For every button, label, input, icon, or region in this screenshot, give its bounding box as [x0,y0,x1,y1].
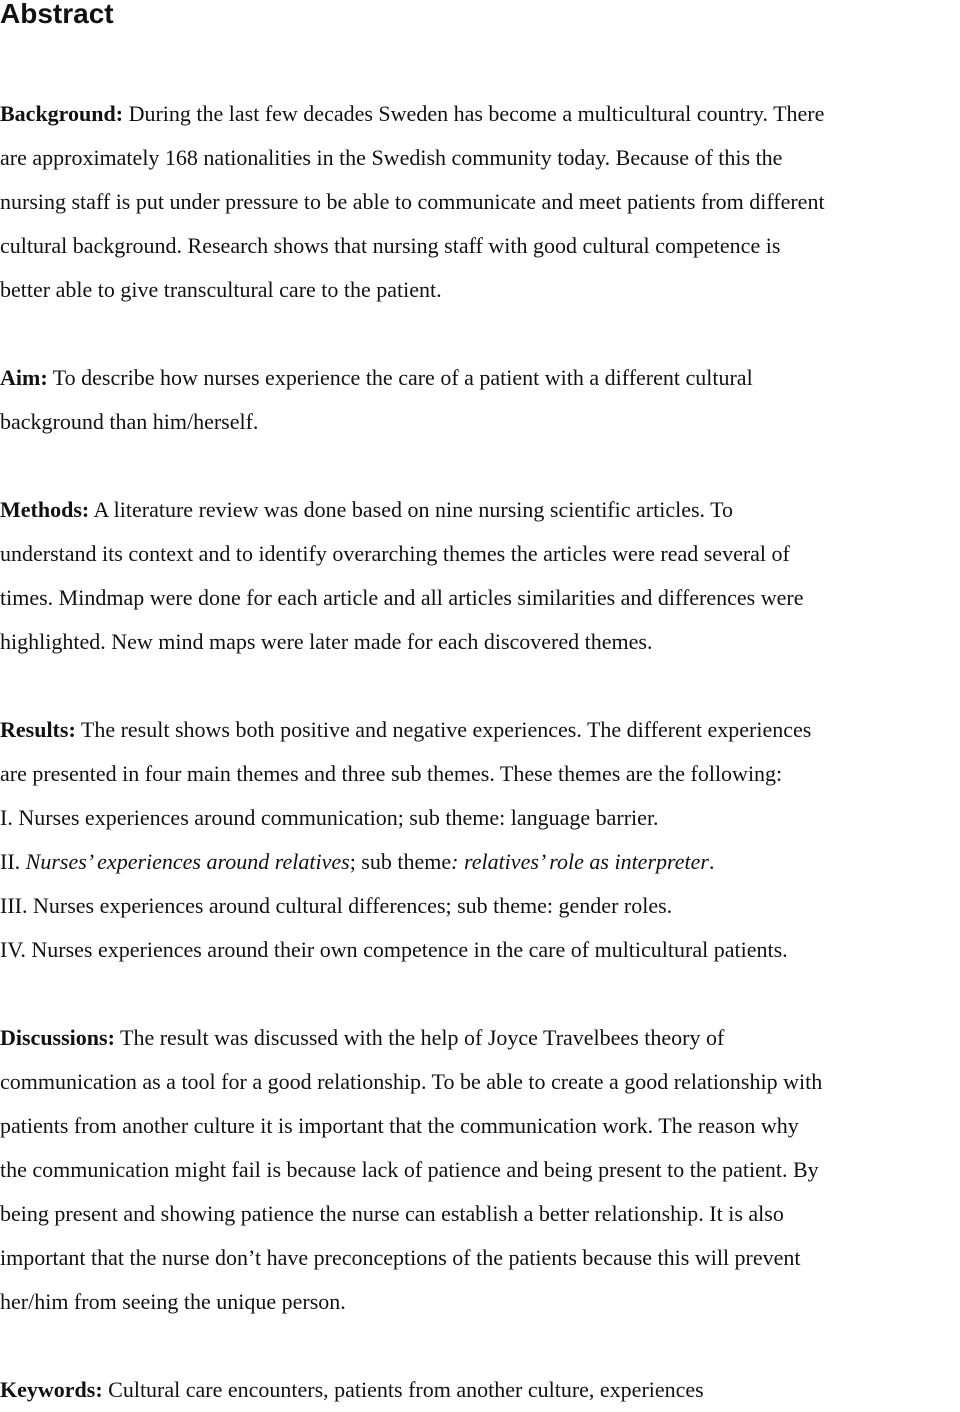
paragraph-line: communication as a tool for a good relationship. To be able to create a good relationship with [0,1069,823,1094]
paragraph-line: being present and showing patience the nurse can establish a better relationship. It is also [0,1201,784,1226]
discussions-paragraph [0,1016,960,1324]
paragraph-line [0,1016,960,1060]
discussions-text: The result was discussed with the help of Joyce Travelbees theory of [114,1025,725,1050]
paragraph-line: her/him from seeing the unique person. [0,1289,346,1314]
aim-label: Aim: [0,365,48,390]
paragraph-line: cultural background. Research shows that nursing staff with good cultural competence is [0,233,781,258]
keywords-label: Keywords: [0,1377,103,1402]
methods-text: A literature review was done based on nine nursing scientific articles. To [89,497,734,522]
theme-item-4: IV. Nurses experiences around their own competence in the care of multicultural patients. [0,937,788,962]
paragraph-line: are presented in four main themes and three sub themes. These themes are the following: [0,761,783,786]
paragraph-line: patients from another culture it is important that the communication work. The reason why [0,1113,799,1138]
methods-paragraph [0,488,960,664]
paragraph-line: times. Mindmap were done for each article and all articles similarities and differences were [0,585,804,610]
paragraph-line [0,356,960,400]
paragraph-line: the communication might fail is because lack of patience and being present to the patient. By [0,1157,819,1182]
aim-paragraph [0,356,960,444]
aim-text: To describe how nurses experience the care of a patient with a different cultural [47,365,753,390]
methods-label: Methods: [0,497,90,522]
theme-2-end: . [708,849,715,874]
background-paragraph [0,92,960,312]
background-label: Background: [0,101,124,126]
paragraph-line: nursing staff is put under pressure to be able to communicate and meet patients from different [0,189,825,214]
results-text: The result shows both positive and negative experiences. The different experiences [75,717,812,742]
paragraph-line: background than him/herself. [0,409,259,434]
paragraph-line [0,708,960,752]
abstract-heading: Abstract [0,0,114,29]
keywords-text: Cultural care encounters, patients from another culture, experiences [102,1377,704,1402]
theme-item-3: III. Nurses experiences around cultural differences; sub theme: gender roles. [0,893,673,918]
paragraph-line: are approximately 168 nationalities in the Swedish community today. Because of this the [0,145,783,170]
theme-2-number: II. [0,849,26,874]
paragraph-line: understand its context and to identify overarching themes the articles were read several of [0,541,790,566]
paragraph-line [0,92,960,136]
theme-2-title: Nurses’ experiences around relatives [25,849,350,874]
paragraph-line [0,488,960,532]
results-label: Results: [0,717,76,742]
keywords-paragraph [0,1368,960,1412]
theme-item-2 [0,840,960,884]
background-text: During the last few decades Sweden has become a multicultural country. There [123,101,825,126]
paragraph-line: better able to give transcultural care to the patient. [0,277,442,302]
results-paragraph [0,708,960,972]
theme-item-1: I. Nurses experiences around communication; sub theme: language barrier. [0,805,659,830]
theme-2-sub-label: ; sub theme [349,849,452,874]
discussions-label: Discussions: [0,1025,115,1050]
paragraph-line [0,1368,960,1412]
paragraph-line: highlighted. New mind maps were later made for each discovered themes. [0,629,653,654]
theme-2-sub-title: : relatives’ role as interpreter [451,849,709,874]
paragraph-line: important that the nurse don’t have preconceptions of the patients because this will prevent [0,1245,801,1270]
